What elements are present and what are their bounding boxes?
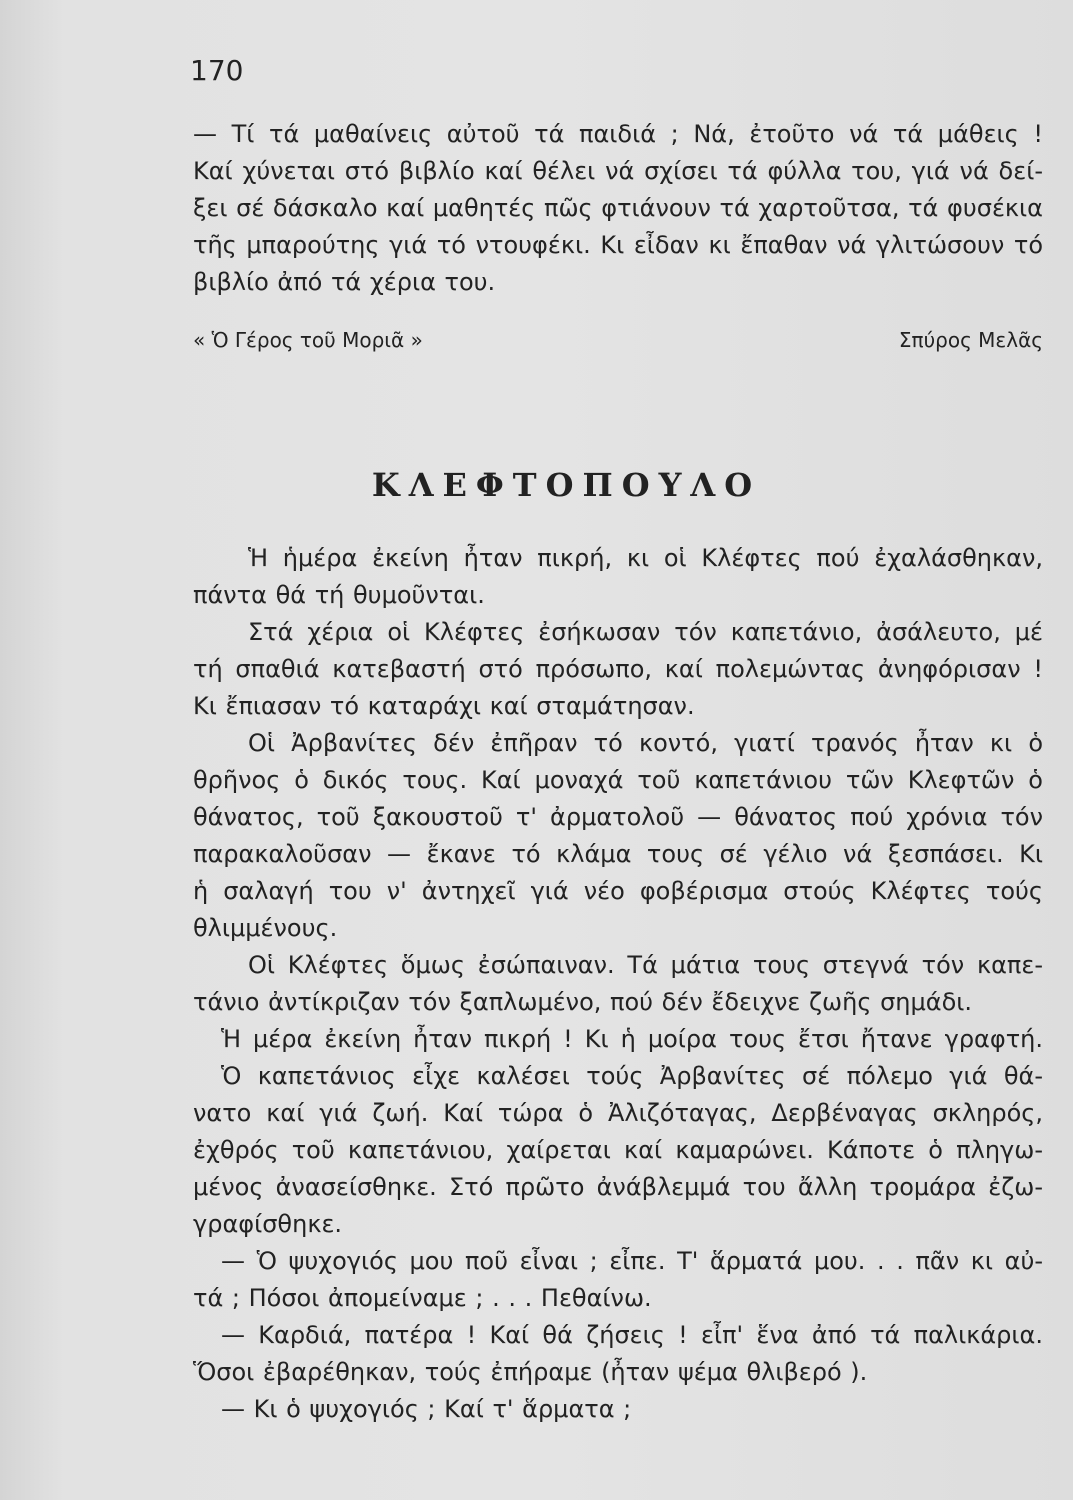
- body-line: θλιμμένους.: [193, 914, 338, 942]
- source-author: Σπύρος Μελᾶς: [898, 328, 1043, 352]
- body-line: Στά χέρια οἱ Κλέφτες ἐσήκωσαν τόν καπετάνιο, ἀσάλευτο, μέ: [248, 618, 1043, 646]
- passage-line: ξει σέ δάσκαλο καί μαθητές πῶς φτιάνουν τά χαρτοῦτσα, τά φυσέκια: [193, 194, 1043, 222]
- passage-line: — Τί τά μαθαίνεις αὐτοῦ τά παιδιά ; Νά, ἐτοῦτο νά τά μάθεις !: [193, 120, 1043, 148]
- body-line: μένος ἀνασείσθηκε. Στό πρῶτο ἀνάβλεμμά του ἄλλη τρομάρα ἐζω-: [193, 1173, 1043, 1201]
- body-line: γραφίσθηκε.: [193, 1210, 343, 1238]
- body-line: τάνιο ἀντίκριζαν τόν ξαπλωμένο, πού δέν ἔδειχνε ζωῆς σημάδι.: [193, 988, 973, 1016]
- body-line: θρῆνος ὁ δικός τους. Καί μοναχά τοῦ καπετάνιου τῶν Κλεφτῶν ὁ: [193, 766, 1043, 794]
- body-line: τή σπαθιά κατεβαστή στό πρόσωπο, καί πολεμώντας ἀνηφόρισαν !: [193, 655, 1043, 683]
- body-line: ἡ σαλαγή του ν' ἀντηχεῖ γιά νέο φοβέρισμα στούς Κλέφτες τούς: [193, 877, 1043, 905]
- body-line: Ὅσοι ἐβαρέθηκαν, τούς ἐπήραμε (ἦταν ψέμα θλιβερό ).: [193, 1358, 868, 1386]
- body-line: Ἡ ἡμέρα ἐκείνη ἦταν πικρή, κι οἱ Κλέφτες πού ἐχαλάσθηκαν,: [248, 544, 1043, 572]
- body-line: ἐχθρός τοῦ καπετάνιου, χαίρεται καί καμαρώνει. Κάποτε ὁ πληγω-: [193, 1136, 1043, 1164]
- passage-line: Καί χύνεται στό βιβλίο καί θέλει νά σχίσει τά φύλλα του, γιά νά δεί-: [193, 157, 1043, 185]
- body-line: τά ; Πόσοι ἀπομείναμε ; . . . Πεθαίνω.: [193, 1284, 652, 1312]
- body-line: παρακαλοῦσαν — ἔκανε τό κλάμα τους σέ γέλιο νά ξεσπάσει. Κι: [193, 840, 1043, 868]
- body-line: — Καρδιά, πατέρα ! Καί θά ζήσεις ! εἶπ' ἕνα ἀπό τά παλικάρια.: [221, 1321, 1043, 1349]
- body-line: Κι ἔπιασαν τό καταράχι καί σταμάτησαν.: [193, 692, 695, 720]
- body-line: θάνατος, τοῦ ξακουστοῦ τ' ἀρματολοῦ — θάνατος πού χρόνια τόν: [193, 803, 1043, 831]
- page-number: 170: [190, 54, 244, 87]
- body-line: Οἱ Κλέφτες ὅμως ἐσώπαιναν. Τά μάτια τους στεγνά τόν καπε-: [248, 951, 1043, 979]
- body-line: Ἡ μέρα ἐκείνη ἦταν πικρή ! Κι ἡ μοίρα τους ἔτσι ἤτανε γραφτή.: [221, 1025, 1043, 1053]
- source-work: « Ὁ Γέρος τοῦ Μοριᾶ »: [193, 328, 423, 352]
- body-line: πάντα θά τή θυμοῦνται.: [193, 581, 485, 609]
- body-line: Οἱ Ἀρβανίτες δέν ἐπῆραν τό κοντό, γιατί τρανός ἦταν κι ὁ: [248, 729, 1043, 757]
- body-line: — Ὁ ψυχογιός μου ποῦ εἶναι ; εἶπε. Τ' ἅρματά μου. . . πᾶν κι αὐ-: [221, 1247, 1043, 1275]
- passage-line: βιβλίο ἀπό τά χέρια του.: [193, 268, 496, 296]
- body-line: νατο καί γιά ζωή. Καί τώρα ὁ Ἀλιζόταγας, Δερβέναγας σκληρός,: [193, 1099, 1043, 1127]
- body-line: Ὁ καπετάνιος εἶχε καλέσει τούς Ἀρβανίτες σέ πόλεμο γιά θά-: [221, 1062, 1043, 1090]
- chapter-title: ΚΛΕΦΤΟΠΟΥΛΟ: [371, 466, 762, 504]
- body-line: — Κι ὁ ψυχογιός ; Καί τ' ἅρματα ;: [221, 1395, 632, 1423]
- source-citation: [193, 328, 1043, 356]
- passage-line: τῆς μπαρούτης γιά τό ντουφέκι. Κι εἶδαν κι ἔπαθαν νά γλιτώσουν τό: [193, 231, 1043, 259]
